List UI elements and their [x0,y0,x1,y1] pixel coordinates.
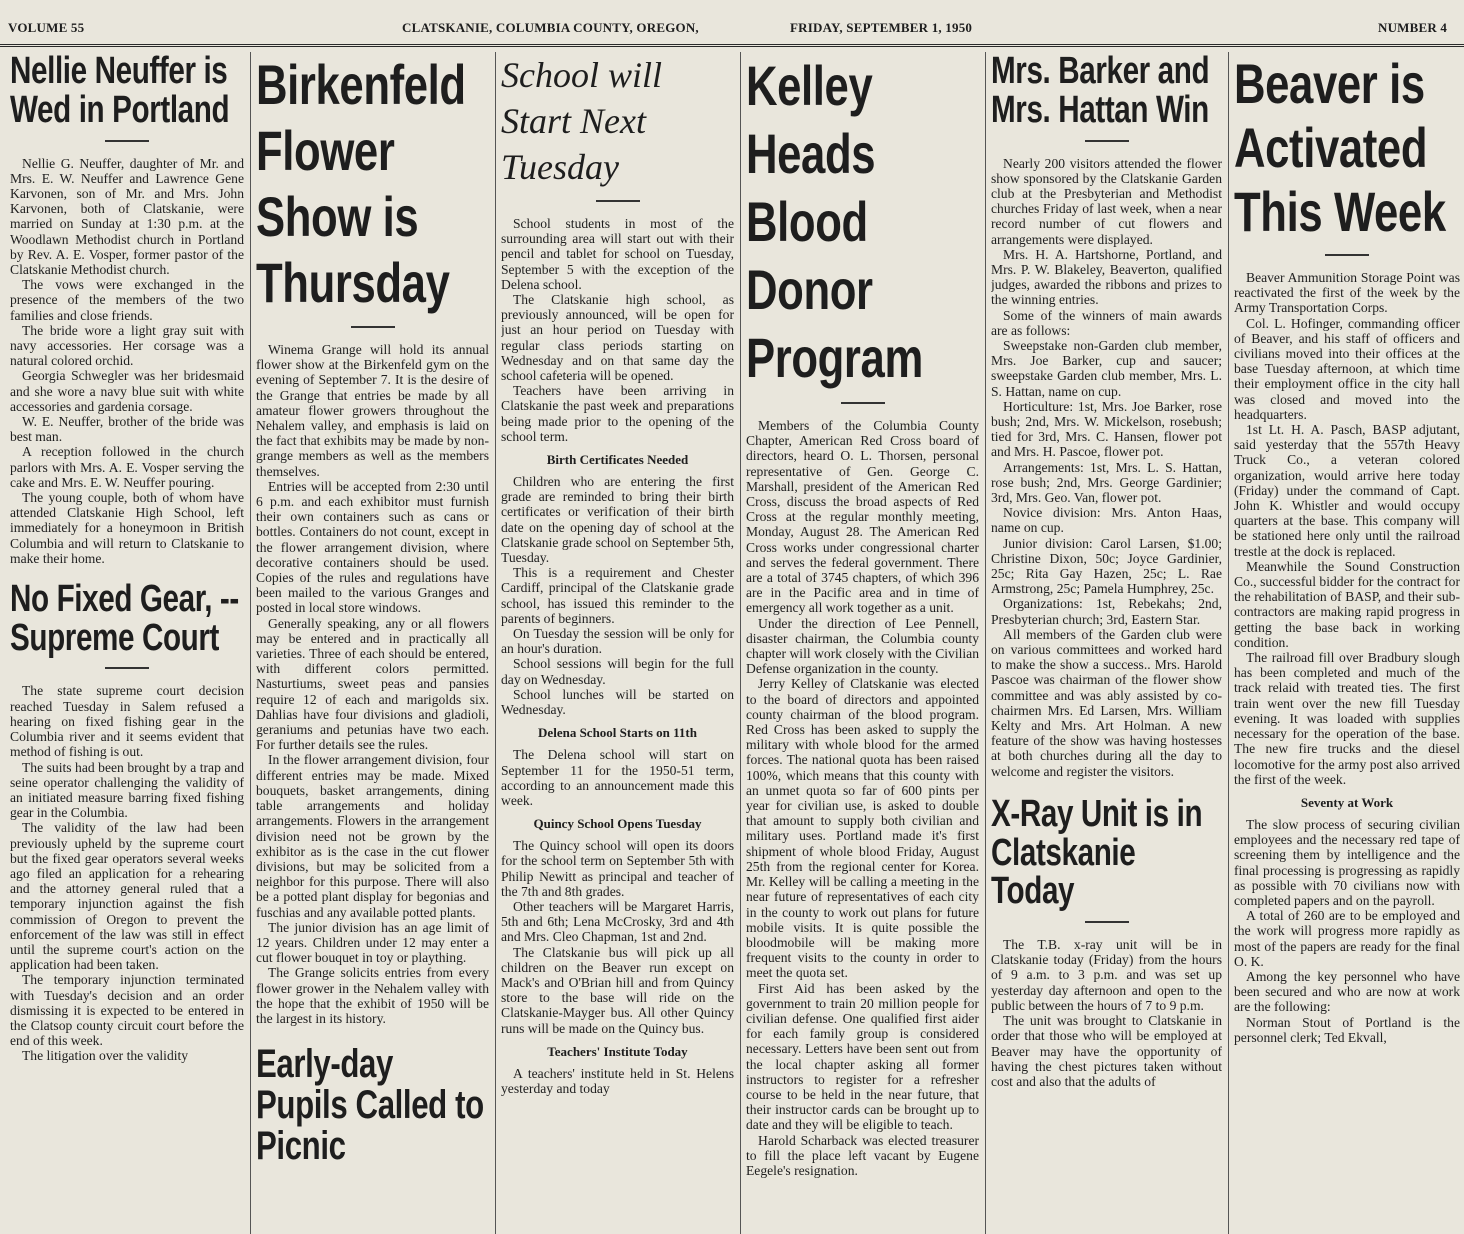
article-blood-donor: Members of the Columbia County Chapter, American Red Cross board of directors, heard O. L. Thorsen, personal representative of Gen. George C. Marshall, president of the American Red Cross, discuss the broad aspects of Red Cross at the regular monthly meeting, Monday, August 28. The American Red Cross works under congressional charter and serves the federal government. There are a total of 3745 chapters, of which 396 are in the Pacific area and in time of emergency all work together as a unit. Under the direction of Lee Pennell, disaster chairman, the Columbia county chapter will work closely with the Civilian Defense organization in the county. Jerry Kelley of Clatskanie was elected to the board of directors and appointed county chairman of the blood program. Red Cross has been asked to supply the military with whole blood for the armed forces. The national quota has been raised 100%, which means that this county with an unmet quota so far of 600 pints per year for civilian use, is asked to double that amount to supply both civilian and military uses. Portland made it's first shipment of whole blood Friday, August 25th from the regional center for Korea. Mr. Kelley will be calling a meeting in the near future of representatives of each city in the county to work out plans for future mobile visits. It is quite possible the bloodmobile will be making more frequent visits to the county in order to meet the quota set. First Aid has been asked by the government to train 20 million people for civilian defense. One qualified first aider for each family group is considered necessary. Letters have been sent out from the local chapter asking all former instructors to register for a refresher course to be held in the near future, that their instructor cards can be brought up to date and they will be eligible to teach. Harold Scharback was elected treasurer to fill the place left vacant by Eugene Eegele's resignation. [746,418,979,1178]
issue-number: NUMBER 4 [1378,20,1448,35]
subhead-seventy-at-work: Seventy at Work [1300,794,1394,810]
headline-blood-donor: Kelley Heads Blood Donor Program [746,54,923,389]
dateline-place: CLATSKANIE, COLUMBIA COUNTY, OREGON, [402,20,699,35]
headline-neuffer-wedding: Nellie Neuffer is Wed in Portland [10,52,230,131]
masthead [0,14,1464,47]
column-1 [10,52,244,1234]
article-flower-show-winners: Nearly 200 visitors attended the flower show sponsored by the Clatskanie Garden club at the Presbyterian and Methodist churches Friday of last week, when a near record number of cut flowers and arrangements were displayed. Mrs. H. A. Hartshorne, Portland, and Mrs. P. W. Blakeley, Beaverton, qualified judges, awarded the ribbons and prizes to the winning entries. Some of the winners of main awards are as follows: Sweepstake non-Garden club member, Mrs. Joe Barker, cup and saucer; sweepstake Garden club member, Mrs. L. S. Hattan, name on cup. Horticulture: 1st, Mrs. Joe Barker, rose bush; 2nd, Mrs. W. Mickelson, rosebush; tied for 3rd, Mrs. C. Hansen, flower pot and Mrs. H. Pascoe, flower pot. Arrangements: 1st, Mrs. L. S. Hattan, rose bush; 2nd, Mrs. George Gardinier; 3rd, Mrs. Geo. Van, flower pot. Novice division: Mrs. Anton Haas, name on cup. Junior division: Carol Larsen, $1.00; Christine Dixon, 50c; Joyce Gardinier, 25c; Rita Gay Hazen, 25c; L. Rae Armstrong, 25c; Pamela Humphrey, 25c. Organizations: 1st, Rebekahs; 2nd, Presbyterian church; 3rd, Eastern Star. All members of the Garden club were on various committees and worked hard to make the show a success.. Mrs. Harold Pascoe was chairman of the flower show committee and was ably assisted by co-chairmen Mrs. Ed Larsen, Mrs. William Kelty and Mrs. Art Holman. A new feature of the show was having hostesses at both churches during all the day to welcome and register the visitors. [991,155,1222,779]
article-neuffer-wedding: Nellie G. Neuffer, daughter of Mr. and Mrs. E. W. Neuffer and Lawrence Gene Karvonen, son of Mr. and Mrs. John Karvonen, both of Clatskanie, were married on Sunday at 1:30 p.m. at the Woodlawn Methodist church in Portland by Rev. A. E. Vosper, former pastor of the Clatskanie Methodist church. The vows were exchanged in the presence of the members of the two families and close friends. The bride wore a light gray suit with navy accessories. Her corsage was a natural colored orchid. Georgia Schwegler was her bridesmaid and she wore a navy blue suit with white accessories and gardenia corsage. W. E. Neuffer, brother of the bride was best man. A reception followed in the church parlors with Mrs. A. E. Vosper serving the cake and Mrs. E. W. Neuffer pouring. The young couple, both of whom have attended Clatskanie High School, left immediately for a honeymoon in British Columbia and will return to Clatskanie to make their home. [10,155,244,566]
subhead-teachers-institute: Teachers' Institute Today [547,1043,688,1059]
subhead-delena-school: Delena School Starts on 11th [538,725,697,741]
column-4 [746,52,979,1234]
article-school-start: School students in most of the surrounding area will start out with their pencil and tablet for school on Tuesday, September 5 with the exception of the Delena school. The Clatskanie high school, as previously announced, will be open for just an hour period on Tuesday with regular class periods starting on Wednesday and on that same day the school cafeteria will be opened. Teachers have been arriving in Clatskanie the past week and preparations being made prior to the opening of the school term. Birth Certificates Needed Children who are entering the first grade are reminded to bring their birth certificates or verification of their birth date on the opening day of school at the Clatskanie grade school on September 5th, Tuesday. This is a requirement and Chester Cardiff, principal of the Clatskanie grade school, has issued this reminder to the parents of beginners. On Tuesday the session will be only for an hour's duration. School sessions will begin for the full day on Wednesday. School lunches will be started on Wednesday. Delena School Starts on 11th The Delena school will start on September 11 for the 1950-51 term, according to an announcement made this week. Quincy School Opens Tuesday The Quincy school will open its doors for the school term on September 5th with Philip Newitt as principal and teacher of the 7th and 8th grades. Other teachers will be Margaret Harris, 5th and 6th; Lena McCrosky, 3rd and 4th and Mrs. Cleo Chapman, 1st and 2nd. The Clatskanie bus will pick up all children on the Beaver run except on Mack's and O'Brian hill and from Quincy store to the base will ride on the Clatskanie-Mayger bus. All other Quincy runs will be made on the Quincy bus. Teachers' Institute Today A teachers' institute held in St. Helens yesterday and today [501,216,734,1096]
headline-fixed-gear: No Fixed Gear, -- Supreme Court [10,577,239,659]
headline-school-start: School will Start Next Tuesday [501,55,662,187]
column-2 [256,52,489,1234]
column-3 [501,52,734,1234]
headline-birkenfeld-flower-show: Birkenfeld Flower Show is Thursday [256,53,466,314]
dateline-date: FRIDAY, SEPTEMBER 1, 1950 [790,20,973,35]
subhead-quincy-school: Quincy School Opens Tuesday [533,816,702,832]
headline-beaver-activated: Beaver is Activated This Week [1234,52,1446,243]
volume-label: VOLUME 55 [8,20,85,35]
column-5 [991,52,1222,1234]
headline-xray-unit: X-Ray Unit is in Clatskanie Today [991,792,1203,913]
column-6 [1234,52,1460,1234]
article-birkenfeld-flower-show: Winema Grange will hold its annual flower show at the Birkenfeld gym on the evening of September 7. It is the desire of the Grange that entries be made by all amateur flower growers throughout the Nehalem valley, and emphasis is laid on the fact that exhibits may be made by non-grange members as well as the members themselves. Entries will be accepted from 2:30 until 6 p.m. and each exhibitor must furnish their own containers such as cans or bottles. Containers do not count, except in the flower arrangement division, where decorative containers should be used. Copies of the rules and regulations have been mailed to the various Granges and posted in local store windows. Generally speaking, any or all flowers may be entered and in practically all varieties. Three of each should be entered, with different colors permitted. Nasturtiums, sweet peas and pansies require 12 of each and marigolds six. Dahlias have four divisions and gladioli, geraniums and petunias have two each. For further details see the rules. In the flower arrangement division, four different entries may be made. Mixed bouquets, basket arrangements, dining table arrangements and holiday arrangements. Flowers in the arrangement division need not be grown by the exhibitor as is the case in the cut flower divisions, but may be solicited from a neighbor for this purpose. There will also be a potted plant display for begonias and fuschias and any available potted plants. The junior division has an age limit of 12 years. Children under 12 may enter a cut flower bouquet in toy or plaything. The Grange solicits entries from every flower grower in the Nehalem valley with the hope that the exhibit of 1950 will be the largest in its history. [256,342,489,1026]
article-xray-unit: The T.B. x-ray unit will be in Clatskanie today (Friday) from the hours of 9 a.m. to 3 p.m. and was set up yesterday day afternoon and open to the public between the hours of 7 to 9 p.m. The unit was brought to Clatskanie in order that those who will be employed at Beaver may have the opportunity of having the chest pictures taken without cost and also that the adults of [991,937,1222,1089]
article-beaver-activated: Beaver Ammunition Storage Point was reactivated the first of the week by the Army Transportation Corps. Col. L. Hofinger, commanding officer of Beaver, and his staff of officers and civilians moved into their offices at the base Tuesday afternoon, at which time their employment office in the city hall was closed and moved into the headquarters. 1st Lt. H. A. Pasch, BASP adjutant, said yesterday that the 557th Heavy Truck Co., a veteran colored organization, would arrive here today (Friday) under the command of Capt. John K. Whistler and would occupy quarters at the base. This company will be stationed here only until the railroad trestle at the dock is replaced. Meanwhile the Sound Construction Co., successful bidder for the contract for the rehabilitation of BASP, and their sub-contractors are making rapid progress in getting the base back in working condition. The railroad fill over Bradbury slough has been completed and much of the track relaid with treated ties. The first train went over the new fill Tuesday evening. It was loaded with supplies necessary for the operation of the base. The new fire trucks and the diesel locomotive for the army post also arrived the first of the week. Seventy at Work The slow process of securing civilian employees and the necessary red tape of screening them by intelligence and the final processing is progressing as rapidly as possible with 70 civilians now with completed papers and on the payroll. A total of 260 are to be employed and the work will progress more rapidly as most of the papers are ready for the final O. K. Among the key personnel who have been secured and who are now at work are the following: Norman Stout of Portland is the personnel clerk; Ted Ekvall, [1234,270,1460,1045]
subhead-birth-certificates: Birth Certificates Needed [546,452,689,468]
headline-early-day-pupils: Early-day Pupils Called to Picnic [256,1042,484,1168]
headline-flower-show-winners: Mrs. Barker and Mrs. Hattan Win [991,52,1210,131]
article-fixed-gear: The state supreme court decision reached Tuesday in Salem refused a hearing on fixed fishing gear in the Columbia river and it seems evident that method of fishing is out. The suits had been brought by a trap and seine operator challenging the validity of an initiated measure barring fixed fishing gear in the Columbia. The validity of the law had been previously upheld by the supreme court but the fixed gear operators several weeks ago filed an application for a rehearing and the attorney general ruled that a temporary injunction against the fish commission of Oregon to prevent the enforcement of the law was still in effect until the supreme court's action on the application had been taken. The temporary injunction terminated with Tuesday's decision and an order dismissing it is expected to be entered in the Clatsop county circuit court before the end of this week. The litigation over the validity [10,683,244,1064]
